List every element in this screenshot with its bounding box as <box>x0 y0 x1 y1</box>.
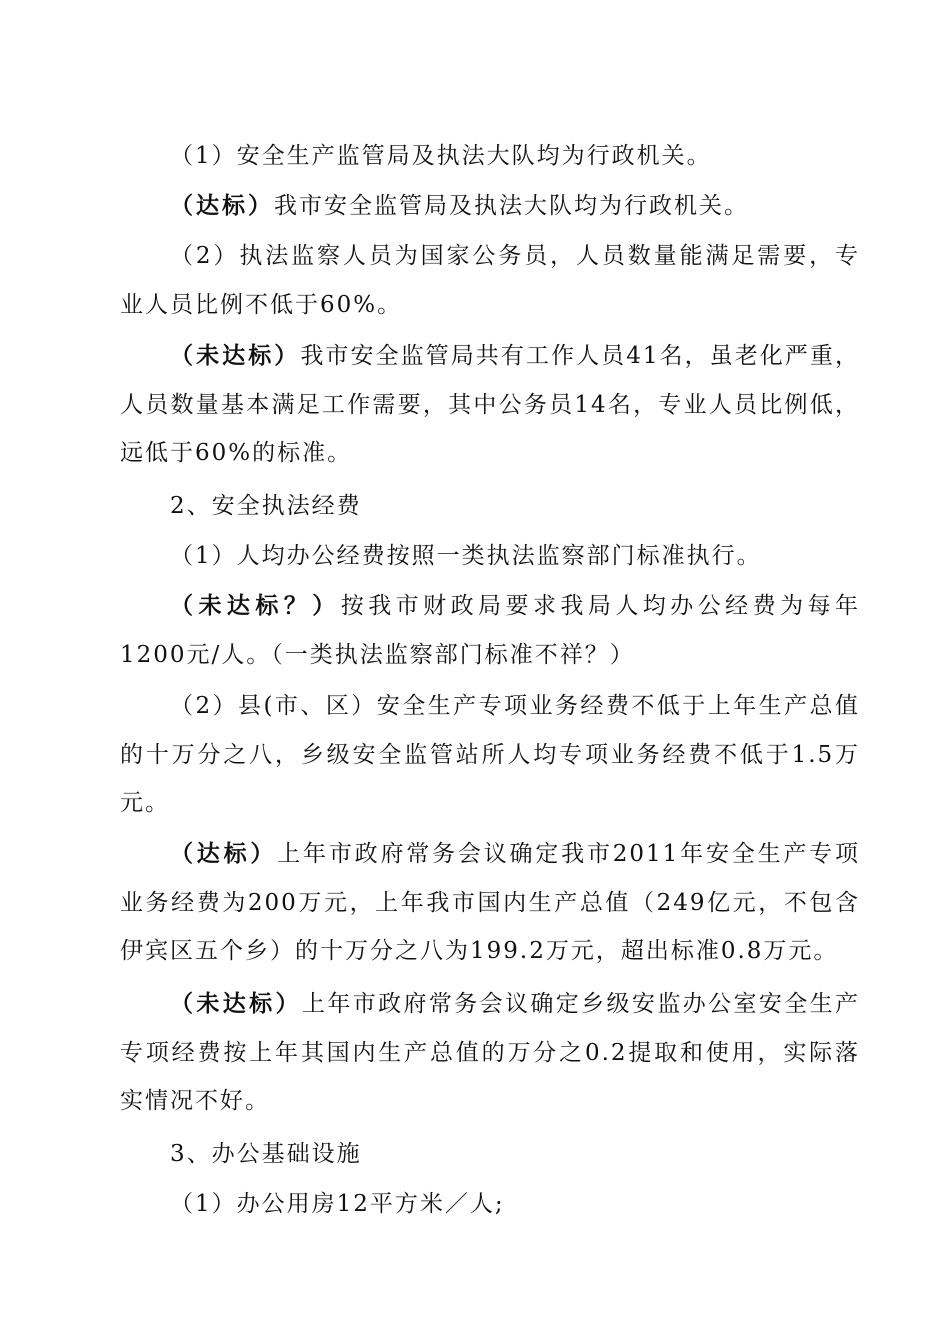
paragraph-text: 我市安全监管局共有工作人员41名，虽老化严重，人员数量基本满足工作需要，其中公务员14名，专业人员比例低，远低于60%的标准。 <box>120 343 860 466</box>
paragraph-text: 上年市政府常务会议确定我市2011年安全生产专项业务经费为200万元，上年我市国内生产总值（249亿元，不包含伊宾区五个乡）的十万分之八为199.2万元，超出标准0.8万元。 <box>120 841 860 964</box>
paragraph-text: （1）安全生产监管局及执法大队均为行政机关。 <box>170 143 712 169</box>
paragraph-text: （1）办公用房12平方米／人; <box>170 1191 505 1217</box>
status-tag: （未达标？） <box>170 593 341 619</box>
section-heading-funding: 2、安全执法经费 <box>170 493 362 519</box>
paragraph-text: 我市安全监管局及执法大队均为行政机关。 <box>274 193 749 219</box>
section-heading-infrastructure: 3、办公基础设施 <box>170 1141 362 1167</box>
status-tag: （达标） <box>170 193 274 219</box>
paragraph-staff-requirement <box>120 232 860 329</box>
paragraph-text: （2）县(市、区）安全生产专项业务经费不低于上年生产总值的十万分之八，乡级安全监管站所人均专项业务经费不低于1.5万元。 <box>120 693 860 816</box>
paragraph-text: 按我市财政局要求我局人均办公经费为每年1200元/人。（一类执法监察部门标准不祥？） <box>120 593 860 668</box>
paragraph-special-funding-status <box>120 830 860 976</box>
paragraph-admin-agencies <box>120 132 860 181</box>
paragraph-text: （2）执法监察人员为国家公务员，人员数量能满足需要，专业人员比例不低于60%。 <box>120 243 860 318</box>
paragraph-text: 上年市政府常务会议确定乡级安监办公室安全生产专项经费按上年其国内生产总值的万分之0.2提取和使用，实际落实情况不好。 <box>120 991 861 1114</box>
status-tag: （未达标） <box>170 991 302 1017</box>
paragraph-office-space <box>120 1180 860 1229</box>
paragraph-office-funding <box>120 532 860 581</box>
paragraph-text: （1）人均办公经费按照一类执法监察部门标准执行。 <box>170 543 762 569</box>
status-tag: （达标） <box>170 841 278 867</box>
status-tag: （未达标） <box>170 343 301 369</box>
paragraph-township-funding-status <box>120 980 860 1126</box>
paragraph-special-funding <box>120 682 860 828</box>
paragraph-office-funding-status <box>120 582 860 679</box>
paragraph-admin-agencies-status <box>120 182 860 231</box>
paragraph-staff-status <box>120 332 860 478</box>
